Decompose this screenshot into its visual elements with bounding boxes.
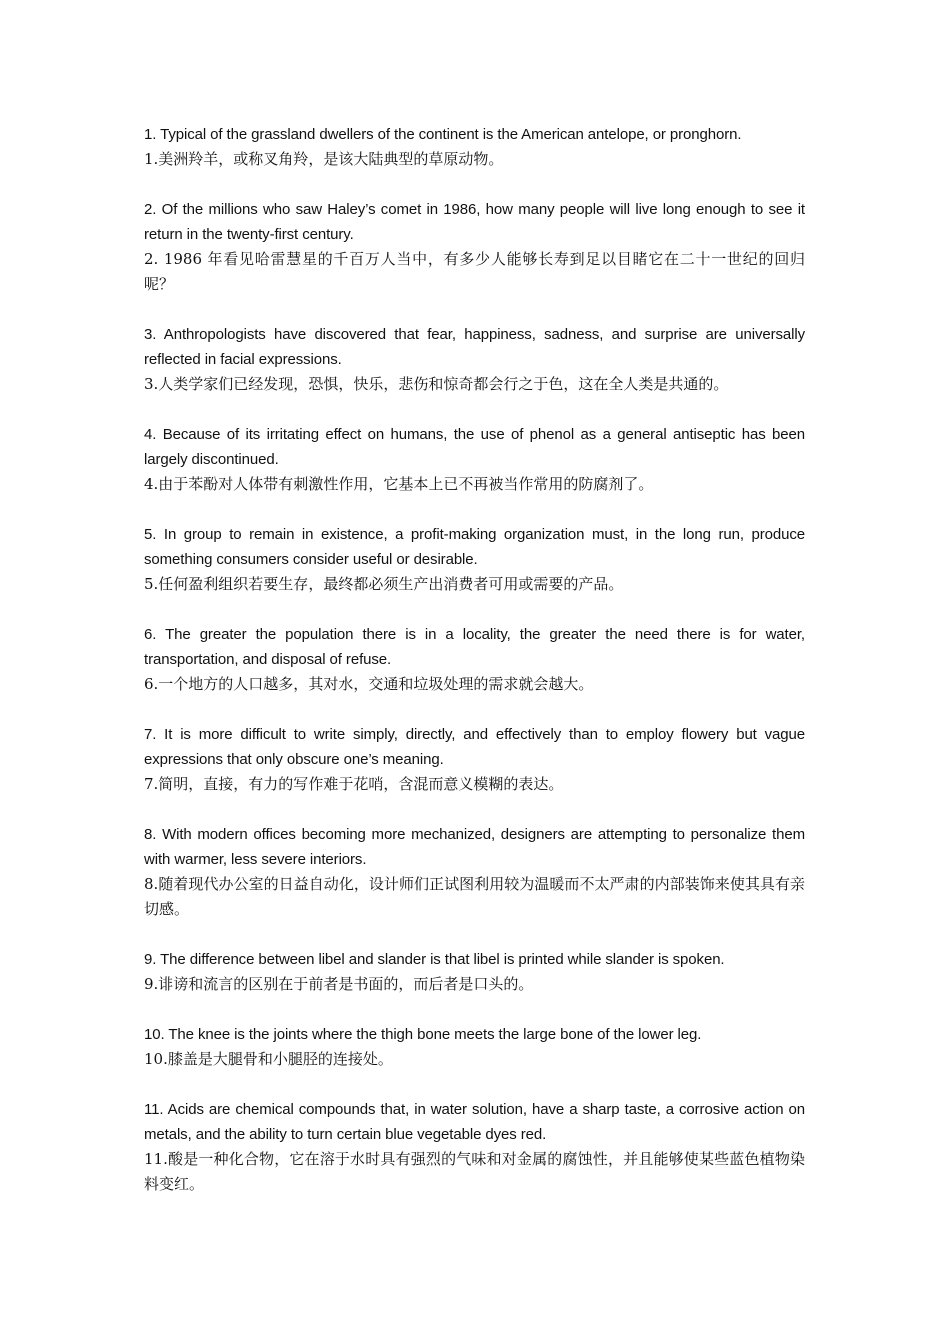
chinese-translation: 1.美洲羚羊，或称叉角羚，是该大陆典型的草原动物。 — [144, 150, 504, 168]
sentence-pair-5 — [144, 522, 805, 597]
english-sentence: 4. Because of its irritating effect on humans, the use of phenol as a general antiseptic has been largely discontinued. — [144, 426, 805, 468]
chinese-translation: 3.人类学家们已经发现，恐惧，快乐，悲伤和惊奇都会行之于色，这在全人类是共通的。 — [144, 375, 729, 393]
sentence-pair-9 — [144, 947, 805, 997]
english-sentence: 3. Anthropologists have discovered that fear, happiness, sadness, and surprise are universally reflected in facial expressions. — [144, 326, 805, 368]
sentence-pair-7 — [144, 722, 805, 797]
sentence-pair-6 — [144, 622, 805, 697]
chinese-translation: 11.酸是一种化合物，它在溶于水时具有强烈的气味和对金属的腐蚀性，并且能够使某些蓝色植物染料变红。 — [144, 1150, 805, 1193]
document-page — [144, 122, 805, 1222]
chinese-translation: 9.诽谤和流言的区别在于前者是书面的，而后者是口头的。 — [144, 975, 534, 993]
chinese-translation: 2. 1986 年看见哈雷慧星的千百万人当中，有多少人能够长寿到足以目睹它在二十一世纪的回归呢？ — [144, 250, 805, 293]
english-sentence: 8. With modern offices becoming more mechanized, designers are attempting to personalize them with warmer, less severe interiors. — [144, 826, 805, 868]
english-sentence: 6. The greater the population there is in a locality, the greater the need there is for water, transportation, and disposal of refuse. — [144, 626, 805, 668]
english-sentence: 11. Acids are chemical compounds that, in water solution, have a sharp taste, a corrosive action on metals, and the ability to turn certain blue vegetable dyes red. — [144, 1101, 805, 1143]
english-sentence: 2. Of the millions who saw Haley’s comet in 1986, how many people will live long enough to see it return in the twenty-first century. — [144, 201, 805, 243]
chinese-translation: 4.由于苯酚对人体带有刺激性作用，它基本上已不再被当作常用的防腐剂了。 — [144, 475, 654, 493]
sentence-pair-4 — [144, 422, 805, 497]
english-sentence: 9. The difference between libel and slander is that libel is printed while slander is spoken. — [144, 951, 725, 968]
sentence-pair-3 — [144, 322, 805, 397]
english-sentence: 10. The knee is the joints where the thigh bone meets the large bone of the lower leg. — [144, 1026, 702, 1043]
sentence-pair-8 — [144, 822, 805, 922]
english-sentence: 5. In group to remain in existence, a profit-making organization must, in the long run, produce something consumers consider useful or desirable. — [144, 526, 805, 568]
chinese-translation: 7.简明，直接，有力的写作难于花哨，含混而意义模糊的表达。 — [144, 775, 564, 793]
chinese-translation: 5.任何盈利组织若要生存，最终都必须生产出消费者可用或需要的产品。 — [144, 575, 624, 593]
chinese-translation: 6.一个地方的人口越多，其对水，交通和垃圾处理的需求就会越大。 — [144, 675, 594, 693]
sentence-pair-11 — [144, 1097, 805, 1197]
sentence-pair-1 — [144, 122, 805, 172]
sentence-pair-2 — [144, 197, 805, 297]
english-sentence: 7. It is more difficult to write simply, directly, and effectively than to employ flowery but vague expressions that only obscure one’s meaning. — [144, 726, 805, 768]
chinese-translation: 8.随着现代办公室的日益自动化，设计师们正试图利用较为温暖而不太严肃的内部装饰来使其具有亲切感。 — [144, 875, 805, 918]
sentence-pair-10 — [144, 1022, 805, 1072]
chinese-translation: 10.膝盖是大腿骨和小腿胫的连接处。 — [144, 1050, 393, 1068]
english-sentence: 1. Typical of the grassland dwellers of the continent is the American antelope, or pronghorn. — [144, 126, 742, 143]
